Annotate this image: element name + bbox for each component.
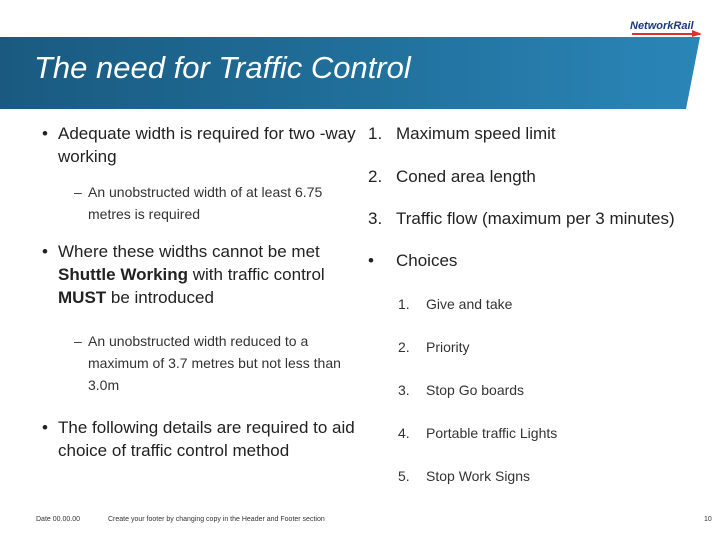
right-column [368, 122, 708, 486]
item-number: 3. [368, 209, 383, 228]
choice-item-give-and-take [368, 294, 708, 314]
choice-number: 5. [398, 468, 410, 484]
bullet-bold-shuttle: Shuttle Working [58, 265, 189, 284]
header-area [0, 0, 720, 36]
choice-number: 1. [398, 296, 410, 312]
dash-icon: – [74, 333, 82, 349]
numbered-item-traffic-flow [368, 207, 708, 230]
choices-label: Choices [396, 251, 458, 270]
bullet-text-post: be introduced [106, 288, 214, 307]
bullet-choices [368, 249, 708, 272]
page-number: 10 [704, 516, 712, 523]
bullet-dot-icon: • [42, 242, 48, 261]
dash-icon: – [74, 184, 82, 200]
choice-text: Stop Work Signs [426, 468, 531, 484]
footer-date: Date 00.00.00 [36, 516, 80, 523]
choice-item-portable-traffic-lights [368, 423, 708, 443]
bullet-details-required [34, 416, 366, 462]
bullet-bold-must: MUST [58, 288, 107, 307]
bullet-shuttle-working [34, 240, 366, 309]
sub-bullet-unobstructed-width [34, 181, 366, 225]
slide-title: The need for Traffic Control [34, 50, 411, 85]
choice-text: Portable traffic Lights [426, 425, 558, 441]
choice-number: 2. [398, 339, 410, 355]
bullet-dot-icon: • [42, 124, 48, 143]
numbered-item-speed [368, 122, 708, 145]
item-number: 1. [368, 124, 383, 143]
choice-item-stop-go-boards [368, 380, 708, 400]
choice-text: Priority [426, 339, 470, 355]
item-text: Coned area length [396, 167, 536, 186]
left-column [34, 122, 366, 462]
bullet-dot-icon: • [368, 251, 374, 270]
sub-bullet-reduced-width [34, 330, 366, 396]
choice-text: Give and take [426, 296, 513, 312]
bullet-text-mid: with traffic control [188, 265, 325, 284]
bullet-width-requirement [34, 122, 366, 168]
choice-item-priority [368, 337, 708, 357]
bullet-text: Adequate width is required for two -way working [58, 124, 356, 166]
sub-bullet-text: An unobstructed width reduced to a maximum of 3.7 metres but not less than 3.0m [88, 333, 341, 393]
choice-item-stop-work-signs [368, 466, 708, 486]
bullet-text-pre: Where these widths cannot be met [58, 242, 320, 261]
bullet-dot-icon: • [42, 418, 48, 437]
footer-text: Create your footer by changing copy in the Header and Footer section [108, 516, 325, 523]
choice-number: 4. [398, 425, 410, 441]
choice-number: 3. [398, 382, 410, 398]
numbered-item-coned-length [368, 165, 708, 188]
item-text: Maximum speed limit [396, 124, 556, 143]
network-rail-logo [630, 20, 704, 36]
item-text: Traffic flow (maximum per 3 minutes) [396, 209, 675, 228]
bullet-text: The following details are required to aid choice of traffic control method [58, 418, 355, 460]
item-number: 2. [368, 167, 383, 186]
choice-text: Stop Go boards [426, 382, 525, 398]
sub-bullet-text: An unobstructed width of at least 6.75 metres is required [88, 184, 323, 222]
logo-text: NetworkRail [630, 20, 694, 32]
